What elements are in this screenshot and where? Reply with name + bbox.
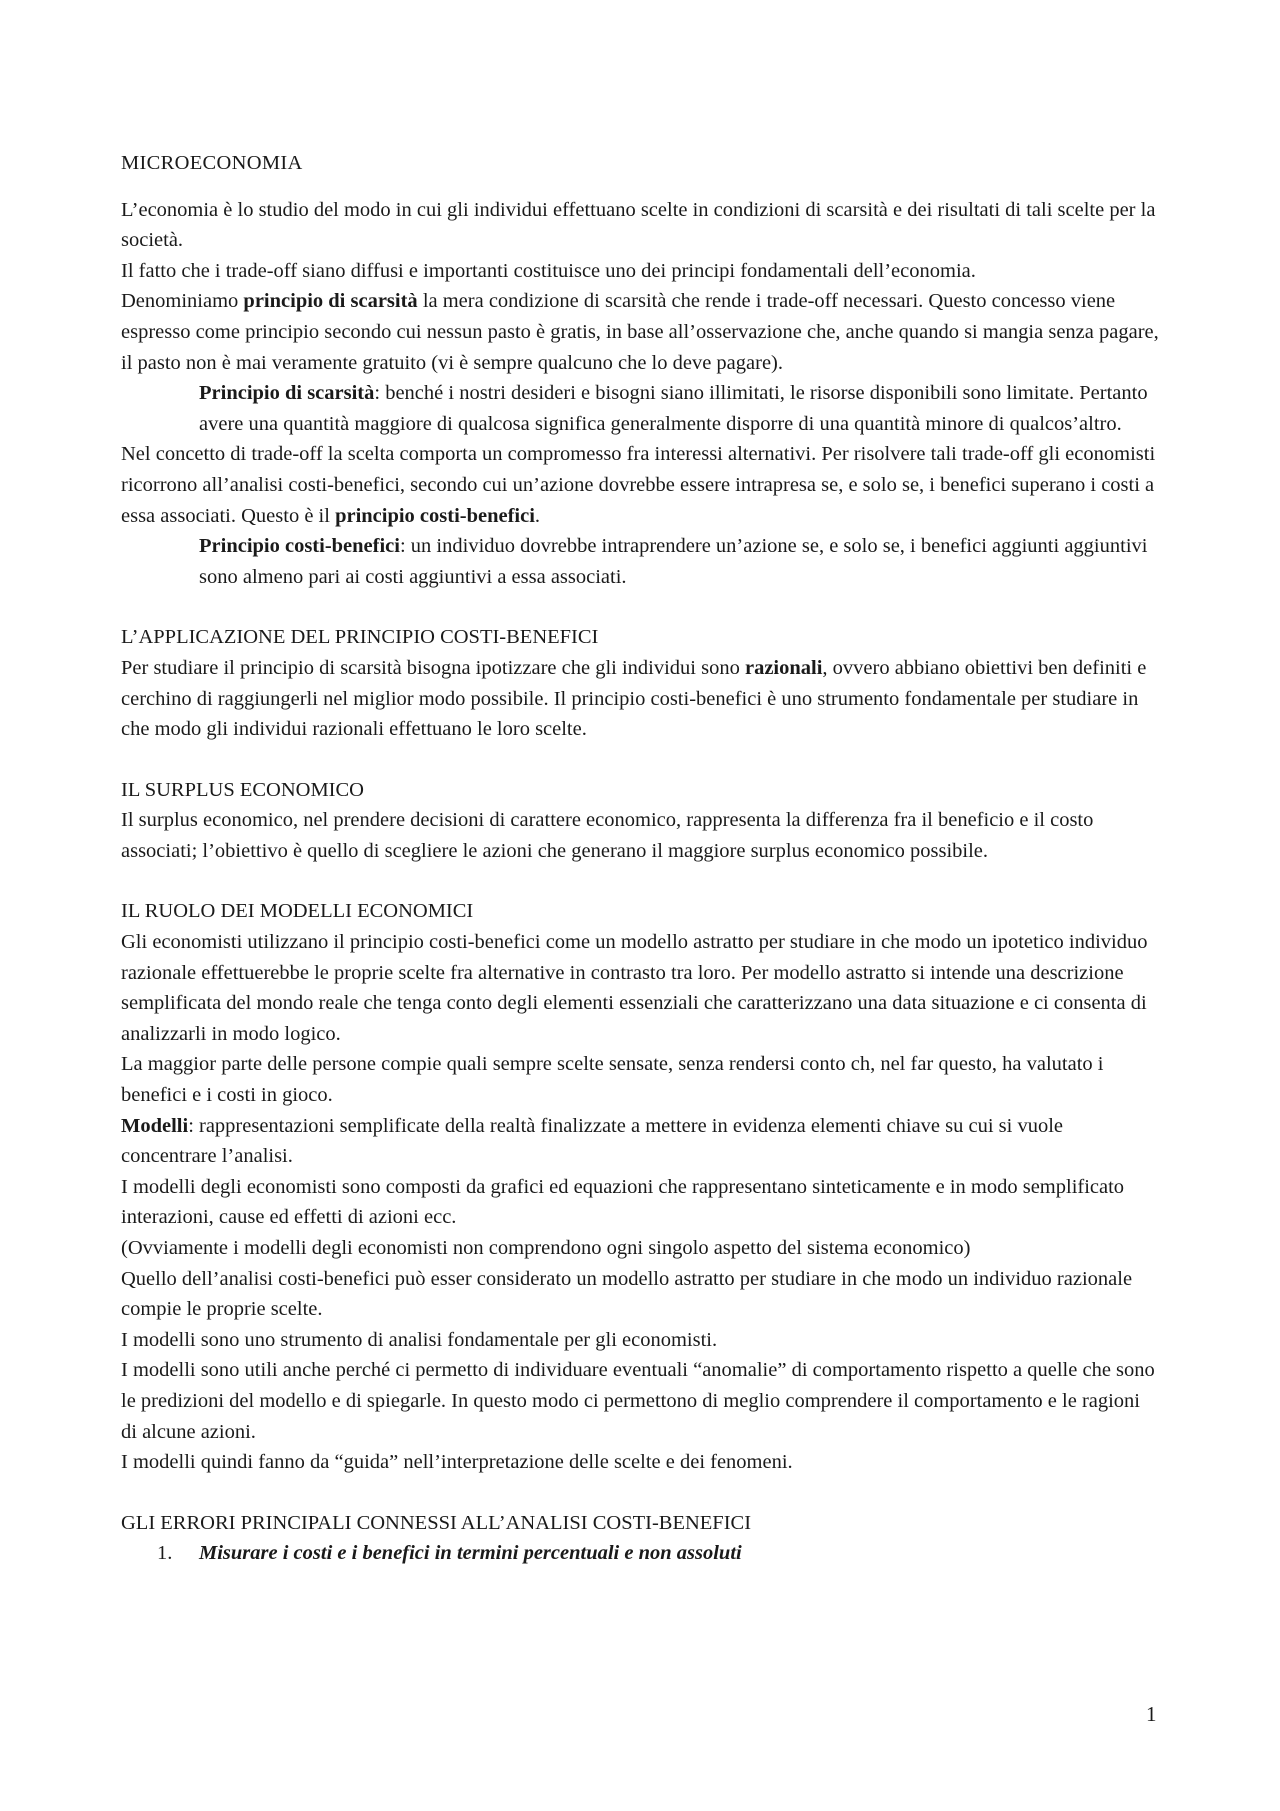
section-heading: L’APPLICAZIONE DEL PRINCIPIO COSTI-BENEFICI	[121, 626, 599, 649]
section-paragraph: Il surplus economico, nel prendere decisioni di carattere economico, rappresenta la differenza fra il beneficio e il costo associati; l’obiettivo è quello di scegliere le azioni che generano il maggiore surplus economico possibile.	[121, 809, 1094, 862]
section-paragraph: I modelli degli economisti sono composti da grafici ed equazioni che rappresentano sinteticamente e in modo semplificato interazioni, cause ed effetti di azioni ecc.	[121, 1175, 1125, 1229]
text-run: : rappresentazioni semplificate della realtà finalizzate a mettere in evidenza elementi chiave su cui si vuole concentrare l’analisi.	[121, 1114, 1064, 1168]
page-number: 1	[1146, 1702, 1157, 1726]
intro-paragraph-2: Il fatto che i trade-off siano diffusi e importanti costituisce uno dei principi fondamentali dell’economia.	[121, 259, 976, 282]
text-run: , ovvero abbiano obiettivi ben definiti e cerchino di raggiungerli nel miglior modo possibile. Il principio costi-benefici è uno strumento fondamentale per studiare in che modo gli individui razionali effettuano le loro scelte.	[121, 656, 1147, 741]
bold-term: razionali	[744, 656, 823, 679]
intro-paragraph-4	[121, 439, 1161, 531]
section-paragraph: I modelli quindi fanno da “guida” nell’interpretazione delle scelte e dei fenomeni.	[121, 1451, 793, 1474]
section-paragraph: (Ovviamente i modelli degli economisti non comprendono ogni singolo aspetto del sistema economico)	[121, 1237, 971, 1259]
definition-term: Principio costi-benefici	[199, 535, 400, 558]
text-run: Denominiamo	[121, 290, 244, 313]
definition-text: : benché i nostri desideri e bisogni siano illimitati, le risorse disponibili sono limitate. Pertanto avere una quantità maggiore di qualcosa significa generalmente disporre di una quantità minore di qualcos’altro.	[199, 382, 1148, 435]
spacer	[121, 866, 1161, 896]
text-run: Per studiare il principio di scarsità bisogna ipotizzare che gli individui sono	[121, 656, 745, 679]
definition-text: : un individuo dovrebbe intraprendere un’azione se, e solo se, i benefici aggiunti aggiuntivi sono almeno pari ai costi aggiuntivi a essa associati.	[199, 535, 1148, 588]
section-heading: IL RUOLO DEI MODELLI ECONOMICI	[121, 900, 474, 923]
bold-term: principio di scarsità	[243, 290, 418, 313]
bold-term: principio costi-benefici	[335, 504, 535, 527]
spacer	[121, 592, 1161, 622]
definition-term: Principio di scarsità	[199, 382, 375, 405]
list-text: Misurare i costi e i benefici in termini percentuali e non assoluti	[199, 1542, 742, 1565]
spacer	[121, 1478, 1161, 1508]
spacer	[121, 745, 1161, 775]
definition-costi-benefici	[199, 531, 1161, 592]
section-heading: IL SURPLUS ECONOMICO	[121, 778, 364, 801]
section-paragraph: Quello dell’analisi costi-benefici può esser considerato un modello astratto per studiare in che modo un individuo razionale compie le proprie scelte.	[121, 1267, 1133, 1321]
definition-scarsita	[199, 378, 1161, 439]
section-paragraph	[121, 653, 1161, 745]
list-number: 1.	[157, 1542, 173, 1565]
section-paragraph: I modelli sono utili anche perché ci permetto di individuare eventuali “anomalie” di comportamento rispetto a quelle che sono le predizioni del modello e di spiegarle. In questo modo ci permettono di meglio comprendere il comportamento e le ragioni di alcune azioni.	[121, 1359, 1155, 1443]
section-paragraph	[121, 1111, 1161, 1172]
text-run: .	[534, 504, 541, 527]
document-title: MICROECONOMIA	[121, 152, 303, 174]
list-item	[157, 1538, 1161, 1569]
text-run: Nel concetto di trade-off la scelta comporta un compromesso fra interessi alternativi. Per risolvere tali trade-off gli economisti ricorrono all’analisi costi-benefici, secondo cui un’azione dovrebbe essere intrapresa se, e solo se, i benefici superano i costi a essa associati. Questo è il	[121, 443, 1156, 527]
bold-term: Modelli	[121, 1114, 189, 1137]
section-paragraph: I modelli sono uno strumento di analisi fondamentale per gli economisti.	[121, 1328, 718, 1351]
text-run: la mera condizione di scarsità che rende i trade-off necessari. Questo concesso viene espresso come principio secondo cui nessun pasto è gratis, in base all’osservazione che, anche quando si mangia senza pagare, il pasto non è mai veramente gratuito (vi è sempre qualcuno che lo deve pagare).	[121, 290, 1159, 374]
section-paragraph: La maggior parte delle persone compie quali sempre scelte sensate, senza rendersi conto ch, nel far questo, ha valutato i benefici e i costi in gioco.	[121, 1053, 1104, 1107]
document-page	[121, 148, 1161, 1569]
intro-paragraph-1: L’economia è lo studio del modo in cui gli individui effettuano scelte in condizioni di scarsità e dei risultati di tali scelte per la società.	[121, 198, 1156, 252]
section-paragraph: Gli economisti utilizzano il principio costi-benefici come un modello astratto per studiare in che modo un ipotetico individuo razionale effettuerebbe le proprie scelte fra alternative in contrasto tra loro. Per modello astratto si intende una descrizione semplificata del mondo reale che tenga conto degli elementi essenziali che caratterizzano una data situazione e ci consenta di analizzarli in modo logico.	[121, 931, 1148, 1045]
section-heading: GLI ERRORI PRINCIPALI CONNESSI ALL’ANALISI COSTI-BENEFICI	[121, 1511, 752, 1534]
intro-paragraph-3	[121, 286, 1161, 378]
